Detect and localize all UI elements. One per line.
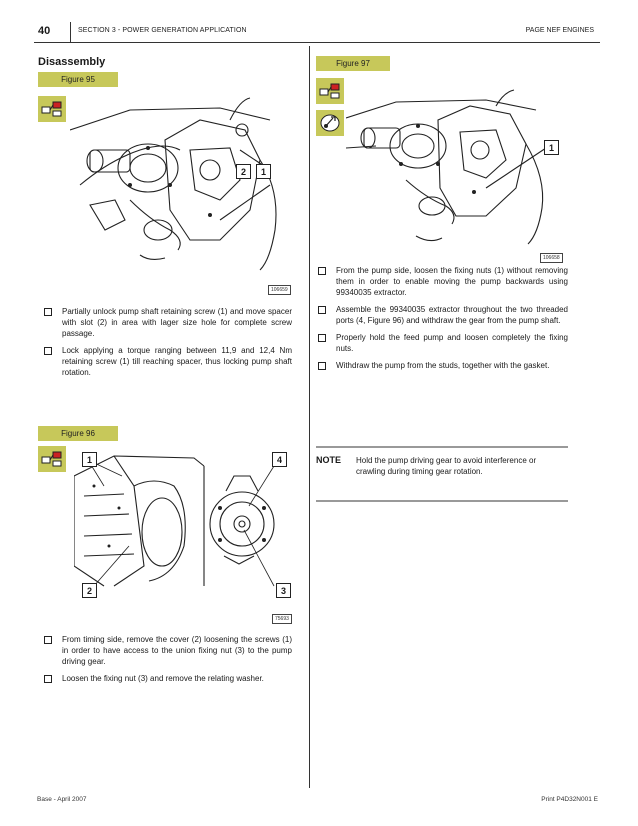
figure-96-steps — [44, 634, 292, 690]
section-title: SECTION 3 - POWER GENERATION APPLICATION — [78, 27, 247, 34]
figure-96-callout-1: 1 — [82, 452, 97, 467]
figure-95-callout-1: 1 — [256, 164, 271, 179]
checkbox-bullet-icon — [318, 267, 326, 275]
figure-96-drawing — [74, 446, 294, 596]
note-text: Hold the pump driving gear to avoid interference or crawling during timing gear rotation. — [356, 456, 537, 476]
figure-95-label: Figure 95 — [38, 72, 118, 87]
list-item: Assemble the 99340035 extractor throughout the two threaded ports (4, Figure 96) and withdraw the gear from the pump shaft. — [318, 304, 568, 326]
list-item: Loosen the fixing nut (3) and remove the relating washer. — [44, 673, 292, 684]
page-number: 40 — [38, 25, 51, 37]
figure-97-code: 106658 — [540, 253, 563, 263]
figure-96-callout-4: 4 — [272, 452, 287, 467]
figure-97-steps — [318, 265, 568, 377]
checkbox-bullet-icon — [44, 675, 52, 683]
extractor-tool-icon — [316, 110, 344, 136]
figure-96-label: Figure 96 — [38, 426, 118, 441]
figure-97-drawing — [346, 88, 570, 248]
manual-title: PAGE NEF ENGINES — [525, 27, 594, 34]
list-item: From the pump side, loosen the fixing nuts (1) without removing them in order to enable moving the pump backwards using 99340035 extractor. — [318, 265, 568, 298]
section-heading: Disassembly — [38, 56, 106, 68]
checkbox-bullet-icon — [44, 347, 52, 355]
note-label: NOTE — [316, 455, 342, 465]
figure-96-callout-3: 3 — [276, 583, 291, 598]
header-rule — [34, 42, 600, 43]
figure-97-label: Figure 97 — [316, 56, 390, 71]
figure-96-callout-2: 2 — [82, 583, 97, 598]
list-item: Partially unlock pump shaft retaining screw (1) and move spacer with slot (2) in area with lager size hole for complete screw passage. — [44, 306, 292, 339]
list-item: Lock applying a torque ranging between 11,9 and 12,4 Nm retaining screw (1) till reaching spacer, thus locking pump shaft rotation. — [44, 345, 292, 378]
checkbox-bullet-icon — [44, 636, 52, 644]
disassembly-symbol-icon — [316, 78, 344, 104]
disassembly-symbol-icon — [38, 446, 66, 472]
checkbox-bullet-icon — [44, 308, 52, 316]
figure-97-callout-1: 1 — [544, 140, 559, 155]
page-header — [34, 22, 600, 46]
checkbox-bullet-icon — [318, 362, 326, 370]
list-item: Withdraw the pump from the studs, together with the gasket. — [318, 360, 568, 371]
note-bottom-rule — [316, 500, 568, 502]
note-top-rule — [316, 446, 568, 448]
footer-right: Print P4D32N001 E — [541, 796, 598, 803]
header-divider — [70, 22, 71, 42]
column-divider — [309, 46, 310, 788]
footer-left: Base - April 2007 — [37, 796, 87, 803]
list-item: From timing side, remove the cover (2) loosening the screws (1) in order to have access to the union fixing nut (3) to the pump driving gear. — [44, 634, 292, 667]
list-item: Properly hold the feed pump and loosen completely the fixing nuts. — [318, 332, 568, 354]
checkbox-bullet-icon — [318, 334, 326, 342]
checkbox-bullet-icon — [318, 306, 326, 314]
disassembly-symbol-icon — [38, 96, 66, 122]
figure-96-code: 75693 — [272, 614, 292, 624]
figure-95-drawing — [70, 90, 296, 280]
figure-95-steps — [44, 306, 292, 384]
figure-95-callout-2: 2 — [236, 164, 251, 179]
figure-95-code: 106659 — [268, 285, 291, 295]
